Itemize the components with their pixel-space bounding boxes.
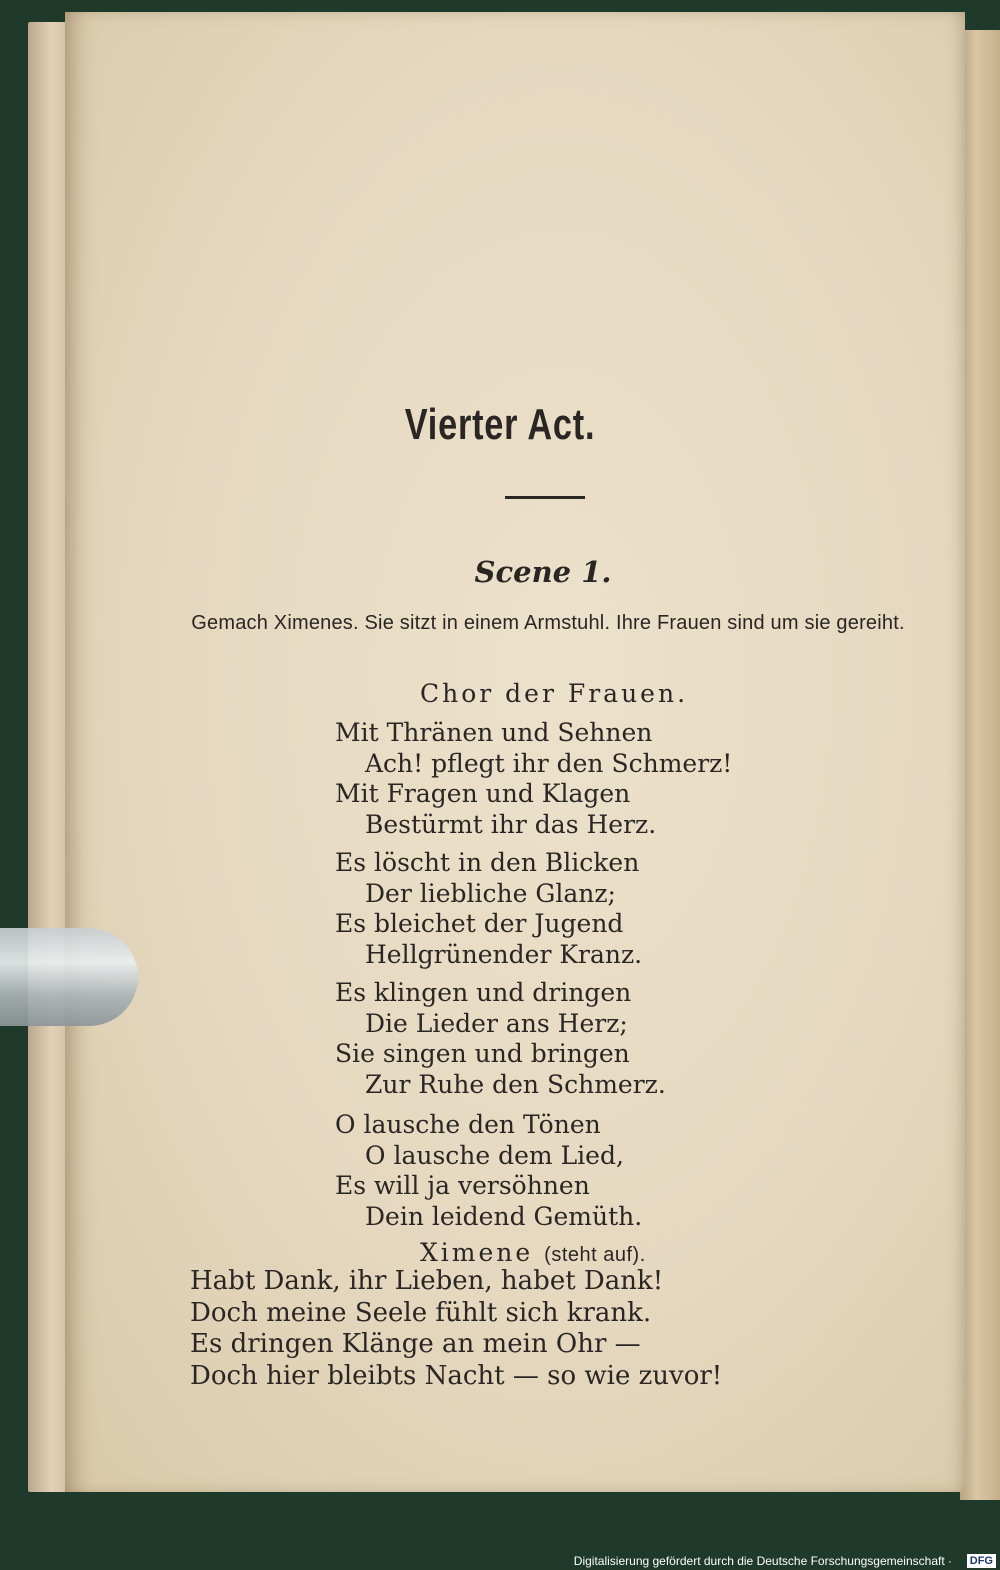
speaker-name: Ximene [420,1238,534,1267]
verse-line: Mit Fragen und Klagen [335,779,631,808]
act-title: Vierter Act. [404,400,596,449]
verse-line: Doch hier bleibts Nacht — so wie zuvor! [190,1360,723,1391]
stanza-3 [335,978,666,1100]
verse-line: Es klingen und dringen [335,978,632,1007]
speaker-ximene [420,1238,646,1267]
stanza-2 [335,848,642,970]
digitization-credit: Digitalisierung gefördert durch die Deutsche Forschungsgemeinschaft · [573,1554,952,1568]
ximene-reply [190,1266,722,1392]
stage-direction: Gemach Ximenes. Sie sitzt in einem Armstuhl. Ihre Frauen sind um sie gereiht. [191,612,905,634]
verse-line: Habt Dank, ihr Lieben, habet Dank! [190,1266,664,1296]
verse-line: Ach! pflegt ihr den Schmerz! [365,748,733,778]
page-clip [0,928,138,1026]
verse-line: O lausche dem Lied, [365,1140,624,1170]
scene-title: Scene 1. [474,555,612,589]
verse-line: Es bleichet der Jugend [335,909,624,938]
verse-line: O lausche den Tönen [335,1110,601,1139]
verse-line: Mit Thränen und Sehnen [335,718,653,747]
facing-page-edge [960,30,1000,1500]
verse-line: Zur Ruhe den Schmerz. [365,1069,666,1099]
verse-line: Doch meine Seele fühlt sich krank. [190,1297,652,1328]
verse-line: Dein leidend Gemüth. [365,1201,643,1231]
verse-line: Der liebliche Glanz; [365,878,616,908]
title-divider [505,496,585,499]
stanza-1 [335,718,732,840]
verse-line: Bestürmt ihr das Herz. [365,809,657,839]
verse-line: Es löscht in den Blicken [335,848,640,877]
verse-line: Es dringen Klänge an mein Ohr — [190,1329,641,1359]
verse-line: Die Lieder ans Herz; [365,1008,628,1038]
speaker-chorus: Chor der Frauen. [420,679,689,708]
verse-line: Es will ja versöhnen [335,1171,590,1200]
dfg-logo: DFG [967,1554,996,1568]
verse-line: Sie singen und bringen [335,1039,630,1068]
speaker-direction: (steht auf). [544,1244,646,1266]
stanza-4 [335,1110,642,1232]
verse-line: Hellgrünender Kranz. [365,939,643,969]
